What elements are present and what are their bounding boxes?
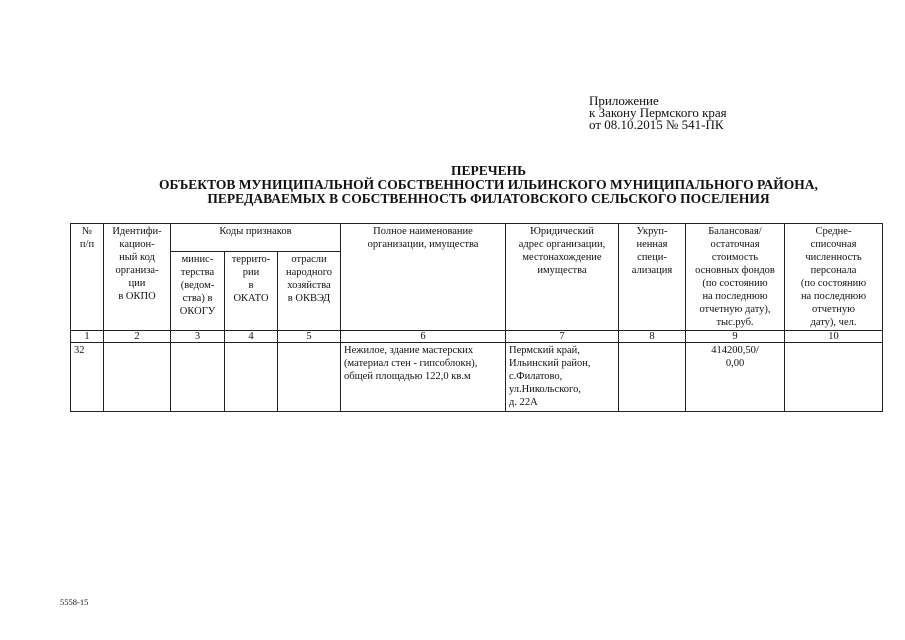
title-line-3: ПЕРЕДАВАЕМЫХ В СОБСТВЕННОСТЬ ФИЛАТОВСКОГО СЕЛЬСКОГО ПОСЕЛЕНИЯ	[207, 191, 770, 206]
header-name: Полное наименование организации, имущества	[341, 224, 506, 331]
appendix-line-1: Приложение	[589, 93, 659, 108]
appendix-block	[589, 95, 727, 131]
header-okato: террито- рии в ОКАТО	[225, 252, 278, 331]
cell-address: Пермский край, Ильинский район, с.Филатово, ул.Никольского, д. 22А	[506, 343, 619, 412]
cell-okato	[225, 343, 278, 412]
column-number-row	[71, 331, 883, 343]
cell-num: 32	[71, 343, 104, 412]
header-staff: Средне- списочная численность персонала (по состоянию на последнюю отчетную дату), чел.	[785, 224, 883, 331]
column-number: 3	[171, 331, 225, 343]
header-codes: Коды признаков	[171, 224, 341, 252]
column-number: 8	[619, 331, 686, 343]
column-number: 6	[341, 331, 506, 343]
cell-name: Нежилое, здание мастерских (материал стен - гипсоблокн), общей площадью 122,0 кв.м	[341, 343, 506, 412]
cell-okogu	[171, 343, 225, 412]
column-number: 1	[71, 331, 104, 343]
property-table	[70, 223, 883, 412]
column-number: 4	[225, 331, 278, 343]
column-number: 7	[506, 331, 619, 343]
appendix-line-3: от 08.10.2015 № 541-ПК	[589, 117, 724, 132]
header-okpo: Идентифи- кацион- ный код организа- ции в ОКПО	[104, 224, 171, 331]
header-row-1	[71, 224, 883, 252]
header-address: Юридический адрес организации, местонахождение имущества	[506, 224, 619, 331]
column-number: 10	[785, 331, 883, 343]
title-line-2: ОБЪЕКТОВ МУНИЦИПАЛЬНОЙ СОБСТВЕННОСТИ ИЛЬИНСКОГО МУНИЦИПАЛЬНОГО РАЙОНА,	[159, 177, 818, 192]
header-okved: отрасли народного хозяйства в ОКВЭД	[278, 252, 341, 331]
footer-code: 5558-15	[60, 597, 89, 607]
cell-okpo	[104, 343, 171, 412]
cell-okved	[278, 343, 341, 412]
cell-staff	[785, 343, 883, 412]
header-spec: Укруп- ненная специ- ализация	[619, 224, 686, 331]
header-balance: Балансовая/ остаточная стоимость основных фондов (по состоянию на последнюю отчетную дату), тыс.руб.	[686, 224, 785, 331]
header-num: № п/п	[71, 224, 104, 331]
table-row	[71, 343, 883, 412]
document-title	[70, 164, 905, 206]
cell-balance: 414200,50/ 0,00	[686, 343, 785, 412]
column-number: 5	[278, 331, 341, 343]
column-number: 9	[686, 331, 785, 343]
cell-spec	[619, 343, 686, 412]
title-line-1: ПЕРЕЧЕНЬ	[450, 163, 527, 178]
column-number: 2	[104, 331, 171, 343]
appendix-line-2: к Закону Пермского края	[589, 105, 727, 120]
header-okogu: минис- терства (ведом- ства) в ОКОГУ	[171, 252, 225, 331]
